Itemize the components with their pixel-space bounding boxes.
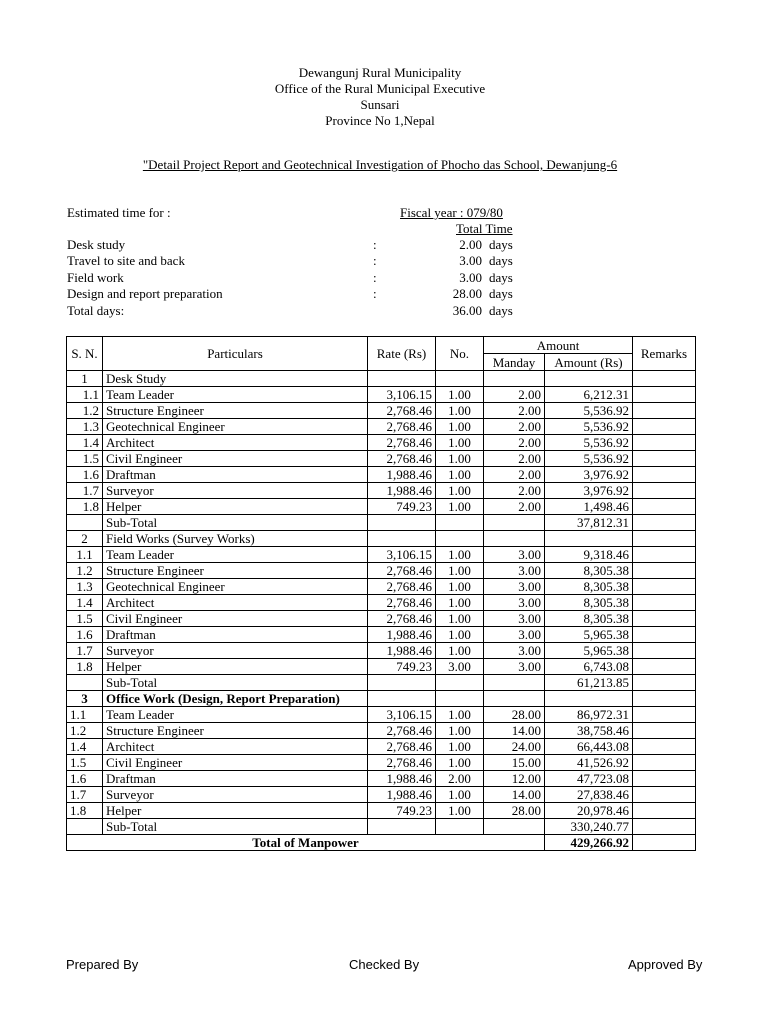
row-rate — [368, 371, 436, 387]
row-sn: 1.1 — [67, 707, 103, 723]
row-no — [436, 819, 484, 835]
row-no: 1.00 — [436, 483, 484, 499]
row-manday: 3.00 — [484, 627, 545, 643]
table-row — [67, 659, 696, 675]
row-remarks — [633, 739, 696, 755]
row-manday: 2.00 — [484, 451, 545, 467]
row-remarks — [633, 387, 696, 403]
row-manday: 2.00 — [484, 387, 545, 403]
row-no: 1.00 — [436, 787, 484, 803]
row-particulars: Helper — [103, 659, 368, 675]
row-remarks — [633, 643, 696, 659]
row-sn: 1.1 — [67, 387, 103, 403]
row-remarks — [633, 595, 696, 611]
row-sn: 1.5 — [67, 451, 103, 467]
row-no: 1.00 — [436, 563, 484, 579]
row-manday: 2.00 — [484, 483, 545, 499]
row-rate: 1,988.46 — [368, 787, 436, 803]
row-no — [436, 691, 484, 707]
row-sn: 1.5 — [67, 611, 103, 627]
row-amount: 8,305.38 — [545, 595, 633, 611]
col-no: No. — [436, 337, 484, 371]
row-amount: 8,305.38 — [545, 611, 633, 627]
row-amount — [545, 531, 633, 547]
row-sn — [67, 515, 103, 531]
row-particulars: Team Leader — [103, 387, 368, 403]
row-amount: 38,758.46 — [545, 723, 633, 739]
total-label: Total of Manpower — [67, 835, 545, 851]
row-rate: 2,768.46 — [368, 755, 436, 771]
row-manday: 3.00 — [484, 579, 545, 595]
row-remarks — [633, 483, 696, 499]
row-amount: 5,965.38 — [545, 643, 633, 659]
table-row — [67, 499, 696, 515]
row-particulars: Surveyor — [103, 787, 368, 803]
row-manday: 3.00 — [484, 547, 545, 563]
estimate-item-value: 2.00 — [459, 237, 482, 252]
row-manday: 15.00 — [484, 755, 545, 771]
row-manday — [484, 371, 545, 387]
row-remarks — [633, 467, 696, 483]
row-no: 1.00 — [436, 627, 484, 643]
col-particulars: Particulars — [103, 337, 368, 371]
row-no: 1.00 — [436, 435, 484, 451]
row-rate — [368, 819, 436, 835]
row-manday: 3.00 — [484, 659, 545, 675]
row-particulars: Geotechnical Engineer — [103, 419, 368, 435]
total-amount: 429,266.92 — [545, 835, 633, 851]
col-sn: S. N. — [67, 337, 103, 371]
district-name: Sunsari — [360, 97, 400, 112]
row-amount: 1,498.46 — [545, 499, 633, 515]
row-sn: 1.7 — [67, 643, 103, 659]
row-no: 1.00 — [436, 803, 484, 819]
row-remarks — [633, 547, 696, 563]
estimate-item-unit: days — [489, 253, 513, 269]
row-rate: 2,768.46 — [368, 419, 436, 435]
row-amount: 6,212.31 — [545, 387, 633, 403]
row-particulars: Draftman — [103, 771, 368, 787]
row-particulars: Structure Engineer — [103, 403, 368, 419]
row-amount: 3,976.92 — [545, 483, 633, 499]
row-rate: 1,988.46 — [368, 771, 436, 787]
row-manday: 28.00 — [484, 707, 545, 723]
row-no — [436, 515, 484, 531]
row-no: 2.00 — [436, 771, 484, 787]
row-sn: 1.6 — [67, 771, 103, 787]
row-sn: 1.7 — [67, 483, 103, 499]
table-row — [67, 691, 696, 707]
row-particulars: Desk Study — [103, 371, 368, 387]
row-amount: 41,526.92 — [545, 755, 633, 771]
row-rate: 1,988.46 — [368, 467, 436, 483]
estimate-item-value: 28.00 — [452, 286, 482, 302]
row-particulars: Civil Engineer — [103, 451, 368, 467]
row-amount: 3,976.92 — [545, 467, 633, 483]
estimate-item-sep: : — [373, 286, 377, 302]
row-rate: 2,768.46 — [368, 723, 436, 739]
table-row — [67, 707, 696, 723]
row-rate — [368, 691, 436, 707]
row-rate: 2,768.46 — [368, 595, 436, 611]
row-no — [436, 675, 484, 691]
row-no — [436, 371, 484, 387]
row-amount — [545, 691, 633, 707]
table-row — [67, 611, 696, 627]
row-sn: 1.5 — [67, 755, 103, 771]
table-row — [67, 739, 696, 755]
row-manday — [484, 515, 545, 531]
row-amount — [545, 371, 633, 387]
estimate-item-sep: : — [373, 237, 377, 252]
row-amount: 66,443.08 — [545, 739, 633, 755]
row-remarks — [633, 419, 696, 435]
row-particulars: Civil Engineer — [103, 755, 368, 771]
row-remarks — [633, 435, 696, 451]
table-body — [67, 371, 696, 835]
row-particulars: Structure Engineer — [103, 563, 368, 579]
row-no: 1.00 — [436, 707, 484, 723]
row-amount: 8,305.38 — [545, 579, 633, 595]
row-sn: 1.3 — [67, 419, 103, 435]
fiscal-year: Fiscal year : 079/80 — [400, 205, 503, 220]
row-remarks — [633, 563, 696, 579]
row-rate: 2,768.46 — [368, 403, 436, 419]
total-time-label: Total Time — [456, 221, 513, 236]
row-rate: 2,768.46 — [368, 451, 436, 467]
row-remarks — [633, 675, 696, 691]
row-no: 1.00 — [436, 499, 484, 515]
row-no: 1.00 — [436, 739, 484, 755]
table-row — [67, 531, 696, 547]
row-manday: 28.00 — [484, 803, 545, 819]
row-rate: 3,106.15 — [368, 707, 436, 723]
table-row — [67, 643, 696, 659]
table-row — [67, 803, 696, 819]
row-sn: 1.6 — [67, 627, 103, 643]
row-particulars: Surveyor — [103, 643, 368, 659]
estimate-item-name: Travel to site and back — [67, 253, 185, 269]
table-row — [67, 723, 696, 739]
row-rate: 2,768.46 — [368, 579, 436, 595]
estimate-item-unit: days — [489, 269, 513, 285]
row-particulars: Sub-Total — [103, 675, 368, 691]
table-row — [67, 627, 696, 643]
row-particulars: Draftman — [103, 627, 368, 643]
row-manday: 3.00 — [484, 643, 545, 659]
table-row — [67, 419, 696, 435]
row-sn: 3 — [67, 691, 103, 707]
table-row — [67, 467, 696, 483]
col-manday: Manday — [484, 354, 545, 371]
row-remarks — [633, 499, 696, 515]
row-rate: 749.23 — [368, 499, 436, 515]
table-row — [67, 547, 696, 563]
row-sn — [67, 675, 103, 691]
row-no: 1.00 — [436, 643, 484, 659]
row-particulars: Architect — [103, 739, 368, 755]
table-row — [67, 675, 696, 691]
row-manday: 2.00 — [484, 435, 545, 451]
estimate-label: Estimated time for : — [67, 205, 171, 220]
row-sn: 1.4 — [67, 739, 103, 755]
table-row — [67, 771, 696, 787]
row-no — [436, 531, 484, 547]
row-amount: 5,536.92 — [545, 451, 633, 467]
row-manday: 3.00 — [484, 563, 545, 579]
row-rate — [368, 675, 436, 691]
estimate-item-unit: days — [489, 237, 513, 252]
table-row — [67, 579, 696, 595]
row-rate: 1,988.46 — [368, 483, 436, 499]
table-row — [67, 819, 696, 835]
total-row — [67, 835, 696, 851]
row-manday: 24.00 — [484, 739, 545, 755]
estimate-item-sep: : — [373, 269, 377, 285]
row-sn: 1 — [67, 371, 103, 387]
estimate-item-sep: : — [373, 253, 377, 269]
row-no: 1.00 — [436, 611, 484, 627]
row-rate: 1,988.46 — [368, 643, 436, 659]
table-row — [67, 595, 696, 611]
row-particulars: Helper — [103, 803, 368, 819]
municipality-name: Dewangunj Rural Municipality — [298, 65, 462, 80]
row-amount: 47,723.08 — [545, 771, 633, 787]
row-remarks — [633, 723, 696, 739]
row-particulars: Team Leader — [103, 707, 368, 723]
row-remarks — [633, 579, 696, 595]
row-no: 1.00 — [436, 467, 484, 483]
table-row — [67, 371, 696, 387]
row-amount: 61,213.85 — [545, 675, 633, 691]
row-sn: 1.2 — [67, 723, 103, 739]
row-manday — [484, 691, 545, 707]
row-remarks — [633, 659, 696, 675]
row-no: 1.00 — [436, 403, 484, 419]
row-remarks — [633, 819, 696, 835]
row-manday: 14.00 — [484, 787, 545, 803]
manpower-table — [66, 336, 696, 851]
row-manday: 12.00 — [484, 771, 545, 787]
estimate-item-value: 3.00 — [459, 269, 482, 285]
table-row — [67, 403, 696, 419]
estimate-item-name: Field work — [67, 269, 124, 285]
row-sn: 1.8 — [67, 803, 103, 819]
row-sn: 1.4 — [67, 595, 103, 611]
row-sn: 1.8 — [67, 659, 103, 675]
estimate-item-name: Total days: — [67, 302, 125, 318]
row-manday: 3.00 — [484, 611, 545, 627]
row-amount: 27,838.46 — [545, 787, 633, 803]
row-remarks — [633, 803, 696, 819]
row-remarks — [633, 755, 696, 771]
row-rate: 1,988.46 — [368, 627, 436, 643]
row-remarks — [633, 771, 696, 787]
row-no: 1.00 — [436, 755, 484, 771]
row-sn: 2 — [67, 531, 103, 547]
row-no: 1.00 — [436, 547, 484, 563]
row-amount: 9,318.46 — [545, 547, 633, 563]
row-no: 1.00 — [436, 419, 484, 435]
row-sn: 1.2 — [67, 403, 103, 419]
row-manday: 2.00 — [484, 499, 545, 515]
col-amount: Amount — [484, 337, 633, 354]
table-row — [67, 435, 696, 451]
project-title-text: "Detail Project Report and Geotechnical Investigation of Phocho das School, Dewanjung-6 — [142, 157, 618, 172]
row-amount: 6,743.08 — [545, 659, 633, 675]
row-no: 1.00 — [436, 387, 484, 403]
row-sn: 1.7 — [67, 787, 103, 803]
project-title — [0, 157, 760, 173]
row-manday: 14.00 — [484, 723, 545, 739]
row-particulars: Draftman — [103, 467, 368, 483]
col-remarks: Remarks — [633, 337, 696, 371]
table-row — [67, 483, 696, 499]
row-manday — [484, 531, 545, 547]
row-particulars: Architect — [103, 435, 368, 451]
table-row — [67, 755, 696, 771]
row-rate: 2,768.46 — [368, 563, 436, 579]
estimate-item-name: Desk study — [67, 237, 126, 252]
row-remarks — [633, 611, 696, 627]
row-sn: 1.8 — [67, 499, 103, 515]
row-remarks — [633, 707, 696, 723]
office-name: Office of the Rural Municipal Executive — [274, 81, 486, 96]
row-particulars: Helper — [103, 499, 368, 515]
row-manday: 2.00 — [484, 419, 545, 435]
row-sn: 1.6 — [67, 467, 103, 483]
row-sn: 1.2 — [67, 563, 103, 579]
row-manday — [484, 819, 545, 835]
row-particulars: Office Work (Design, Report Preparation) — [103, 691, 368, 707]
row-remarks — [633, 403, 696, 419]
col-rate: Rate (Rs) — [368, 337, 436, 371]
row-no: 1.00 — [436, 595, 484, 611]
row-remarks — [633, 371, 696, 387]
row-rate: 3,106.15 — [368, 547, 436, 563]
row-amount: 8,305.38 — [545, 563, 633, 579]
row-particulars: Geotechnical Engineer — [103, 579, 368, 595]
row-no: 1.00 — [436, 451, 484, 467]
row-amount: 86,972.31 — [545, 707, 633, 723]
row-particulars: Surveyor — [103, 483, 368, 499]
row-rate: 3,106.15 — [368, 387, 436, 403]
row-amount: 37,812.31 — [545, 515, 633, 531]
table-row — [67, 563, 696, 579]
row-remarks — [633, 691, 696, 707]
row-amount: 5,965.38 — [545, 627, 633, 643]
estimate-item-name: Design and report preparation — [67, 286, 223, 302]
row-remarks — [633, 787, 696, 803]
row-particulars: Field Works (Survey Works) — [103, 531, 368, 547]
row-rate — [368, 515, 436, 531]
total-remarks — [633, 835, 696, 851]
row-rate: 2,768.46 — [368, 739, 436, 755]
row-particulars: Structure Engineer — [103, 723, 368, 739]
row-sn: 1.4 — [67, 435, 103, 451]
estimate-item-unit: days — [489, 286, 513, 302]
row-rate: 749.23 — [368, 803, 436, 819]
row-amount: 330,240.77 — [545, 819, 633, 835]
row-particulars: Civil Engineer — [103, 611, 368, 627]
row-rate — [368, 531, 436, 547]
row-particulars: Sub-Total — [103, 515, 368, 531]
row-particulars: Architect — [103, 595, 368, 611]
row-remarks — [633, 451, 696, 467]
row-amount: 20,978.46 — [545, 803, 633, 819]
row-remarks — [633, 515, 696, 531]
row-amount: 5,536.92 — [545, 403, 633, 419]
checked-by: Checked By — [349, 957, 420, 972]
row-amount: 5,536.92 — [545, 435, 633, 451]
row-manday — [484, 675, 545, 691]
row-rate: 2,768.46 — [368, 611, 436, 627]
row-rate: 749.23 — [368, 659, 436, 675]
table-row — [67, 387, 696, 403]
row-manday: 3.00 — [484, 595, 545, 611]
row-sn: 1.1 — [67, 547, 103, 563]
province-name: Province No 1,Nepal — [325, 113, 435, 128]
row-remarks — [633, 531, 696, 547]
row-no: 3.00 — [436, 659, 484, 675]
row-manday: 2.00 — [484, 403, 545, 419]
table-row — [67, 451, 696, 467]
row-manday: 2.00 — [484, 467, 545, 483]
row-rate: 2,768.46 — [368, 435, 436, 451]
table-row — [67, 515, 696, 531]
estimate-item-value: 3.00 — [459, 253, 482, 269]
col-amount-rs: Amount (Rs) — [545, 354, 633, 371]
row-particulars: Sub-Total — [103, 819, 368, 835]
row-remarks — [633, 627, 696, 643]
estimate-item-value: 36.00 — [452, 302, 482, 318]
approved-by: Approved By — [628, 957, 703, 972]
table-row — [67, 787, 696, 803]
row-amount: 5,536.92 — [545, 419, 633, 435]
row-sn — [67, 819, 103, 835]
prepared-by: Prepared By — [66, 957, 139, 972]
estimate-item-unit: days — [489, 302, 513, 318]
row-no: 1.00 — [436, 723, 484, 739]
row-sn: 1.3 — [67, 579, 103, 595]
row-particulars: Team Leader — [103, 547, 368, 563]
row-no: 1.00 — [436, 579, 484, 595]
